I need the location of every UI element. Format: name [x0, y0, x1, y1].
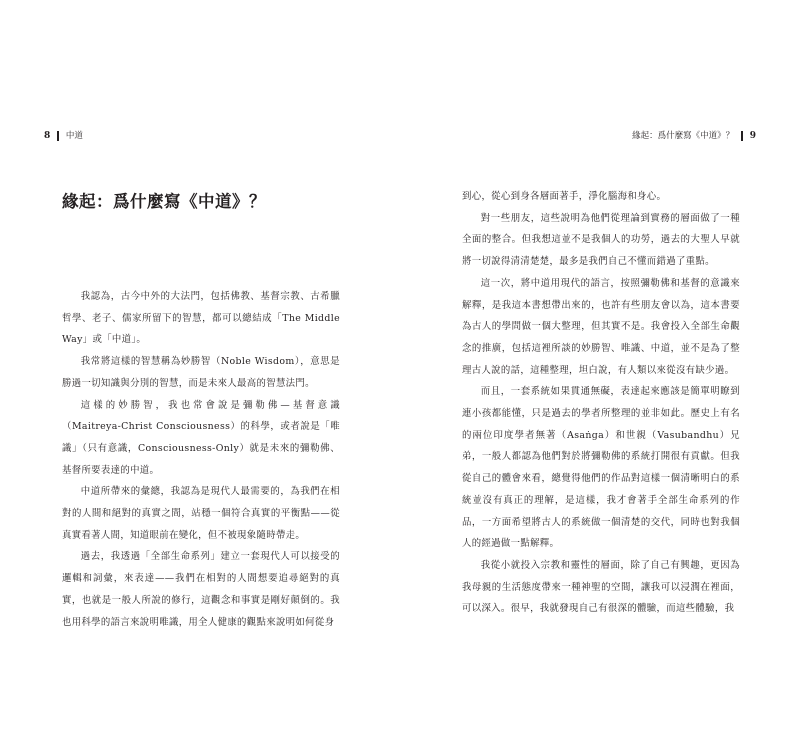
- paragraph: 這一次，將中道用現代的語言，按照彌勒佛和基督的意識來解釋，是我這本書想帶出來的，也許有些朋友會以為，這本書要為古人的學問做一個大整理，但其實不是。我會投入全部生命觀念的推廣，包括這裡所談的妙勝智、唯識、中道，並不是為了整理古人說的話，這種整理，坦白說，有人類以來從沒有缺少過。: [462, 277, 740, 376]
- running-head-divider: [57, 131, 59, 141]
- paragraph: 而且，一套系統如果貫通無礙，表達起來應該是簡單明瞭到連小孩都能懂，只是過去的學者所整理的並非如此。歷史上有名的兩位印度學者無著（Asaṅga）和世親（Vasubandhu）兄弟，一般人都認為他們對於將彌勒佛的系統打開很有貢獻。但我從自己的體會來看，總覺得他們的作品對這樣一個清晰明白的系統並沒有真正的理解，是這樣，我才會著手全部生命系列的作品，一方面希望將古人的系統做一個清楚的交代，同時也對我個人的經過做一點解釋。: [462, 386, 740, 550]
- paragraph: 對一些朋友，這些說明為他們從理論到實務的層面做了一種全面的整合。但我想這並不是我個人的功勞，過去的大聖人早就將一切說得清清楚楚，最多是我們自己不懂而錯過了重點。: [462, 212, 740, 268]
- paragraph: 這樣的妙勝智，我也常會說是彌勒佛—基督意識（Maitreya-Christ Consciousness）的科學，或者說是「唯識」（只有意識，Consciousness-Only）就是未來的彌勒佛、基督所要表達的中道。: [62, 399, 340, 476]
- right-running-head: [632, 130, 756, 142]
- right-running-head-title: 緣起：爲什麼寫《中道》？: [632, 131, 735, 141]
- chapter-title: 緣起：爲什麼寫《中道》？: [62, 192, 266, 211]
- right-page-number: 9: [749, 131, 756, 141]
- paragraph: 我從小就投入宗教和靈性的層面，除了自己有興趣，更因為我母親的生活態度帶來一種神聖的空間，讓我可以浸潤在裡面，可以深入。很早，我就發現自己有很深的體驗，而這些體驗，我: [462, 559, 740, 615]
- left-running-head: [44, 130, 83, 142]
- left-body-text: [62, 286, 340, 633]
- right-body-text: [462, 186, 740, 620]
- paragraph: 中道所帶來的彙總，我認為是現代人最需要的，為我們在相對的人間和絕對的真實之間，站穩一個符合真實的平衡點——從真實看著人間，知道眼前在變化，但不被現象隨時帶走。: [62, 486, 340, 541]
- paragraph: 我認為，古今中外的大法門，包括佛教、基督宗教、古希臘哲學、老子、儒家所留下的智慧，都可以總結成「The Middle Way」或「中道」。: [62, 291, 340, 346]
- paragraph-continued: 到心，從心到身各層面著手，淨化腦海和身心。: [462, 191, 667, 202]
- running-head-divider: [741, 131, 743, 141]
- right-page: [400, 0, 800, 744]
- paragraph: 我常將這樣的智慧稱為妙勝智（Noble Wisdom），意思是勝過一切知識與分別的智慧，而是未來人最高的智慧法門。: [62, 356, 340, 389]
- paragraph: 過去，我透過「全部生命系列」建立一套現代人可以接受的邏輯和詞彙，來表達——我們在相對的人間想要追尋絕對的真實，也就是一般人所說的修行，這觀念和事實是剛好顛倒的。我也用科學的語言來說明唯識，用全人健康的觀點來說明如何從身: [62, 551, 340, 628]
- left-running-head-title: 中道: [65, 131, 83, 141]
- left-page-number: 8: [44, 131, 51, 141]
